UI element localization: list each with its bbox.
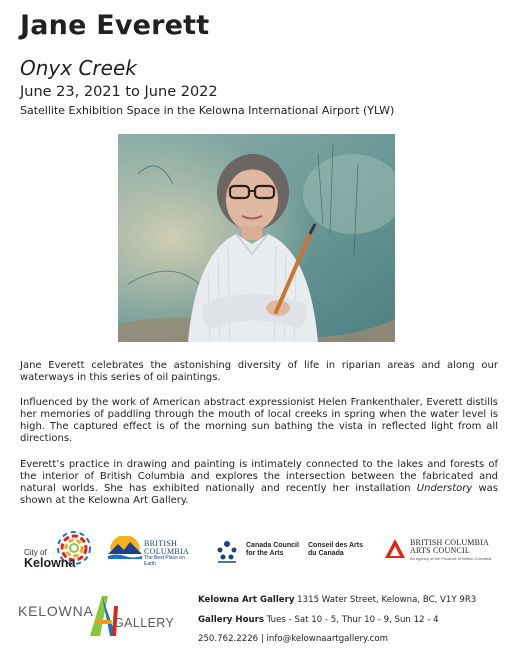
gallery-hours xyxy=(198,615,508,625)
exhibition-title: Onyx Creek xyxy=(20,56,137,80)
city-of-kelowna-logo xyxy=(24,530,94,576)
gallery-name-label: Kelowna Art Gallery xyxy=(198,595,295,605)
artist-photo xyxy=(118,134,395,342)
bcac-line-2: ARTS COUNCIL xyxy=(410,546,470,555)
cc-fr-line-2: du Canada xyxy=(308,550,344,557)
kelowna-label: Kelowna xyxy=(24,556,76,570)
kelowna-art-gallery-logo xyxy=(18,592,188,640)
bc-arts-council-icon xyxy=(384,538,406,560)
address-text: 1315 Water Street, Kelowna, BC, V1Y 9R3 xyxy=(297,595,477,605)
exhibition-venue: Satellite Exhibition Space in the Kelowna International Airport (YLW) xyxy=(20,104,395,117)
cc-en-line-1: Canada Council xyxy=(246,542,299,549)
bcac-line-1: BRITISH COLUMBIA xyxy=(410,538,489,547)
artist-name: Jane Everett xyxy=(20,10,210,41)
paragraph-practice xyxy=(20,459,498,507)
paragraph-practice-text-2: was shown at the Kelowna Art Gallery. xyxy=(20,483,498,506)
canada-council-logo xyxy=(214,538,369,568)
bc-tagline: The Best Place on Earth xyxy=(144,555,185,567)
city-of-label: City of xyxy=(24,548,47,557)
paragraph-intro: Jane Everett celebrates the astonishing diversity of life in riparian areas and along our waterways in this series of oil paintings. xyxy=(20,360,498,383)
gallery-address xyxy=(198,595,508,605)
paragraph-practice-text-1: Everett’s practice in drawing and painting is intimately connected to the lakes and forests of the interior of British Columbia and explores the intersection between the fabricated and natural worlds. She has exhibited nationally and recently her installation xyxy=(20,459,498,494)
bc-arts-council-logo xyxy=(384,536,494,566)
hours-label: Gallery Hours xyxy=(198,615,264,625)
kag-kelowna-text: KELOWNA xyxy=(18,603,94,619)
cc-en-line-2: for the Arts xyxy=(246,550,284,557)
installation-title: Understory xyxy=(416,483,473,494)
british-columbia-logo xyxy=(108,534,198,568)
bc-sun-mountains-icon xyxy=(108,536,142,560)
exhibition-dates: June 23, 2021 to June 2022 xyxy=(20,84,218,100)
hours-text: Tues - Sat 10 - 5, Thur 10 - 9, Sun 12 - 4 xyxy=(266,615,439,625)
paragraph-influence: Influenced by the work of American abstract expressionist Helen Frankenthaler, Everett distills her memories of paddling through the mouth of local creeks in spring when the water level is high. The captured effect is of the morning sun bathing the vista in reflected light from all directions. xyxy=(20,397,498,444)
bcac-tagline: An agency of the Province of British Columbia xyxy=(410,556,492,561)
contact-info: 250.762.2226 | info@kelownaartgallery.com xyxy=(198,634,388,644)
sponsor-logos xyxy=(0,530,513,580)
cc-fr-line-1: Conseil des Arts xyxy=(308,542,363,549)
bc-line-1: BRITISH xyxy=(144,539,178,548)
kag-gallery-text: GALLERY xyxy=(114,616,175,630)
canada-council-icon xyxy=(214,538,240,564)
bc-line-2: COLUMBIA xyxy=(144,547,190,556)
